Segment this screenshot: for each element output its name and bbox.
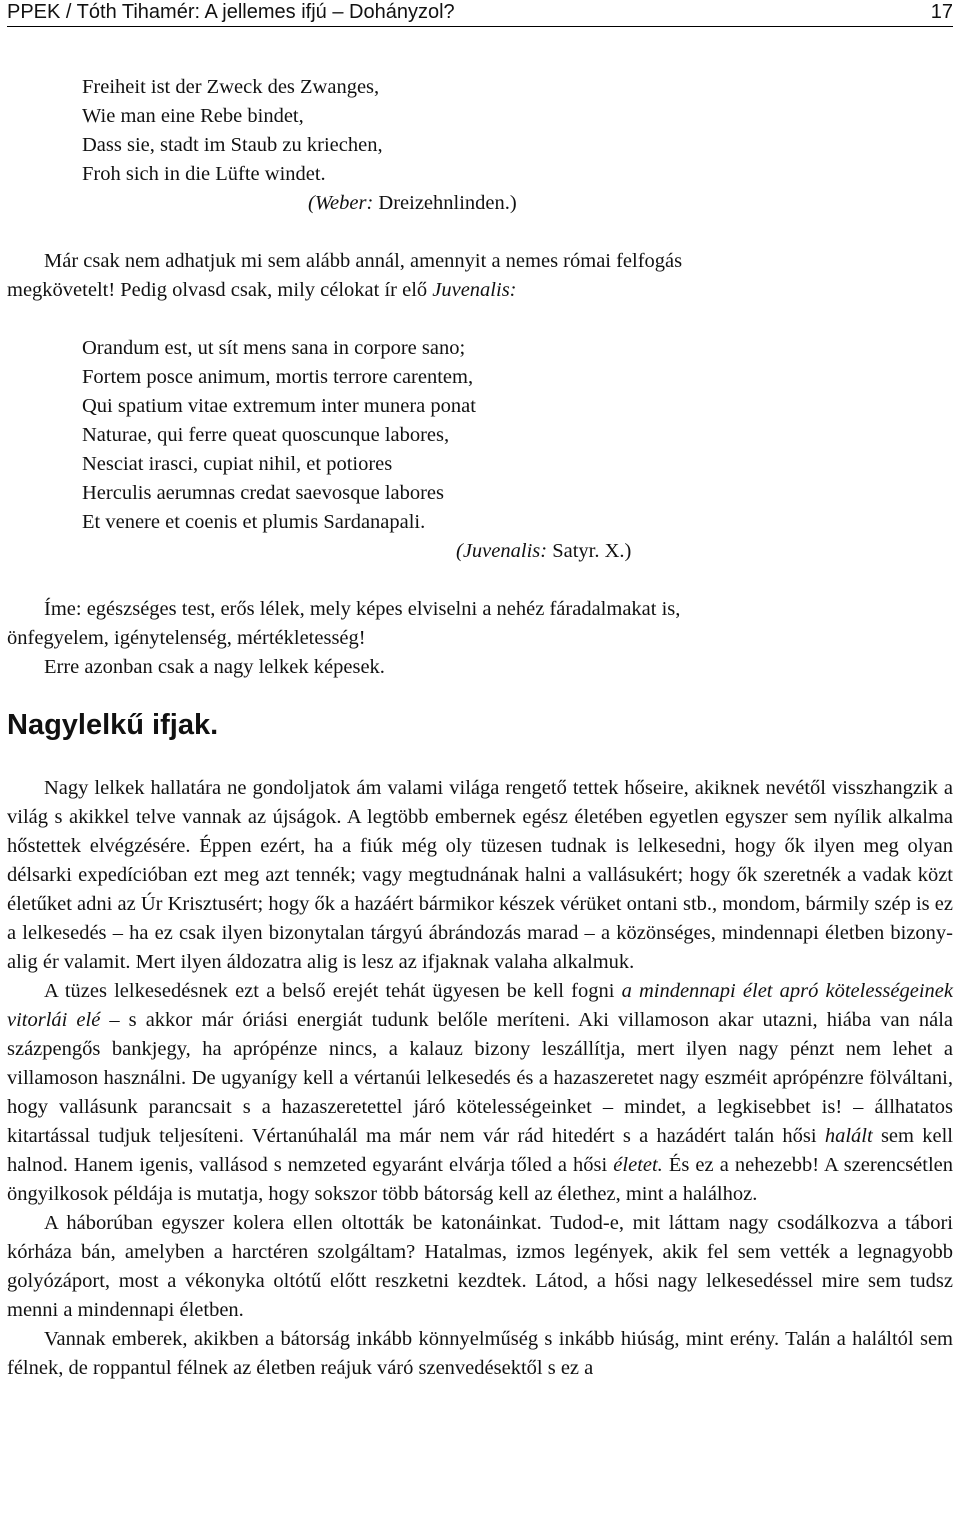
- poem-line: Herculis aerumnas credat saevosque labores: [82, 482, 445, 504]
- poem-line: Nesciat irasci, cupiat nihil, et potiores: [82, 453, 393, 475]
- poem-line: Froh sich in die Lüfte windet.: [82, 163, 326, 185]
- poem-attribution: [456, 540, 631, 563]
- poem-line: Freiheit ist der Zweck des Zwanges,: [82, 76, 380, 98]
- poem-line: Wie man eine Rebe bindet,: [82, 105, 304, 127]
- attribution-author: Weber:: [314, 192, 374, 214]
- poem-line: Orandum est, ut sít mens sana in corpore sano;: [82, 337, 466, 359]
- paragraph: Vannak emberek, akikben a bátorság inkább könnyelműség s inkább hiúság, mint erény. Talán a haláltól sem félnek, de roppantul félnek az életben reájuk váró szenvedésektől s ez a: [7, 1328, 953, 1379]
- intro-line-2-italic: Juvenalis:: [432, 279, 517, 301]
- page-header: [7, 0, 953, 27]
- paragraph: [7, 977, 953, 1209]
- page-number: 17: [930, 1, 953, 23]
- paragraph-text: A tüzes lelkesedésnek ezt a belső erejét tehát ügyesen be kell fogni: [44, 980, 622, 1002]
- paragraph-emphasis: a mindennapi élet apró kötelességeinek vitorlái elé: [7, 980, 953, 1031]
- intro-line-1: Már csak nem adhatjuk mi sem alább annál, amennyit a nemes római felfogás: [44, 250, 683, 272]
- attribution-author: (Juvenalis:: [456, 540, 548, 562]
- body-text: [7, 774, 953, 1383]
- intro-line-2-text: megkövetelt! Pedig olvasd csak, mily célokat ír elő: [7, 279, 433, 301]
- summary-line-1: Íme: egészséges test, erős lélek, mely képes elviselni a nehéz fáradalmakat is,: [44, 598, 681, 620]
- paragraph-text: – s akkor már óriási energiát tudunk belőle meríteni. Aki villamoson akar utazni, hiába van nála százpengős bankjegy, ha aprópénze nincs, a kalauz bizony leszállítja, mert ilyen nagy pénzt nem lehet a villamoson használni. De ugyanígy kell a vértanúi lelkesedés és a hazaszeretet nagy eszméit aprópénzre fölváltani, hogy vallásunk parancsait s a hazaszeretettel járó kötelességeinket – mindet, a legkisebbet is! – állhatatos kitartással tudjuk teljesíteni. Vértanúhalál ma már nem vár rád hitedért s a hazádért talán hősi: [7, 1009, 953, 1147]
- attribution-open: (: [308, 192, 315, 214]
- paragraph: A háborúban egyszer kolera ellen oltották be katonáinkat. Tudod-e, mit láttam nagy csodálkozva a tábori kórháza bán, amelyben a harctéren szolgáltam? Hatalmas, izmos legények, akik fel sem vették a legnagyobb golyózáport, most a vékonyka oltótű előtt reszketni kezdtek. Látod, a hősi nagy lelkesedéssel mire sem tudsz menni a mindennapi életben.: [7, 1212, 953, 1321]
- paragraph: Nagy lelkek hallatára ne gondoljatok ám valami világa rengető tettek hőseire, akiknek nevétől visszhangzik a világ s akikkel telve vannak az újságok. A legtöbb embernek egész életében egyetlen egyszer sem nyílik alkalma hőstettek elvégzésére. Éppen ezért, ha a fiúk még oly tüzesen tudnak is lelkesedni, hogy ők ilyen meg olyan délsarki expedícióban ezt meg azt tennék; vagy megtudnának halni a vallásukért; hogy ők szeretnék a vadak közt életűket adni az Úr Krisztusért; hogy ők a hazáért bármikor készek vérüket ontani stb., mondom, bármily szép is ez a lelkesedés – ha ez csak ilyen bizonytalan tárgyú ábrándozás marad – a közönséges, mindennapi életben bizony-alig ér valamit. Mert ilyen áldozatra alig is lesz az ifjaknak valaha alkalmuk.: [7, 777, 953, 973]
- attribution-work: Satyr. X.): [547, 540, 632, 562]
- paragraph-text: sem kell halnod. Hanem igenis, vallásod s nemzeted egyaránt elvárja tőled a hősi: [7, 1125, 953, 1176]
- poem-line: Dass sie, stadt im Staub zu kriechen,: [82, 134, 383, 156]
- intro-line-2: [7, 279, 517, 302]
- section-heading: Nagylelkű ifjak.: [7, 709, 219, 741]
- poem-line: Naturae, qui ferre queat quoscunque labores,: [82, 424, 450, 446]
- poem-line: Qui spatium vitae extremum inter munera ponat: [82, 395, 476, 417]
- paragraph-emphasis: életet.: [613, 1154, 663, 1176]
- header-title: PPEK / Tóth Tihamér: A jellemes ifjú – Dohányzol?: [7, 1, 455, 23]
- poem-line: Fortem posce animum, mortis terrore carentem,: [82, 366, 474, 388]
- poem-attribution: [308, 192, 517, 215]
- attribution-work: Dreizehnlinden.): [373, 192, 517, 214]
- summary-line-3: Erre azonban csak a nagy lelkek képesek.: [44, 656, 385, 678]
- paragraph-emphasis: halált: [824, 1125, 873, 1147]
- summary-line-2: önfegyelem, igénytelenség, mértékletesség!: [7, 627, 366, 649]
- poem-line: Et venere et coenis et plumis Sardanapali.: [82, 511, 426, 533]
- paragraph-text: És ez a nehezebb! A szerencsétlen öngyilkosok példája is mutatja, hogy sokszor több bátorság kell az élethez, mint a halálhoz.: [7, 1154, 953, 1205]
